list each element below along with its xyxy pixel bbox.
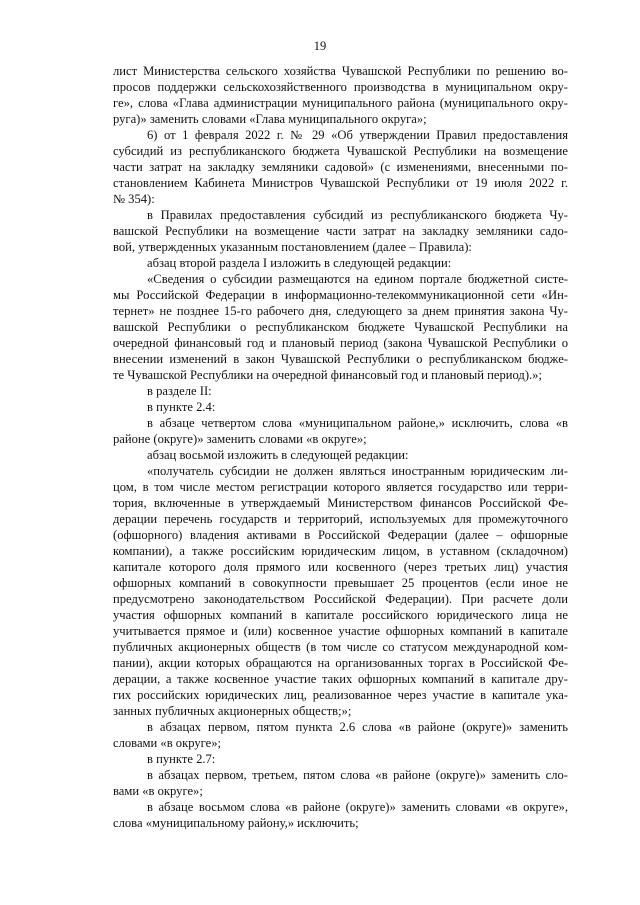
text-line: цом, в том числе местом регистрации которого является государство или терри- bbox=[113, 480, 568, 494]
text-line: слова «муниципальному району,» исключить; bbox=[113, 816, 359, 830]
text-line: вашской Республики на возмещение части затрат на закладку земляники садо- bbox=[113, 224, 568, 238]
text-line: внесении изменений в закон Чувашской Республики о республиканском бюдже- bbox=[113, 352, 568, 366]
text-line: дерации перечень государств и территорий, используемых для промежуточного bbox=[113, 512, 568, 526]
text-line: в разделе II: bbox=[147, 384, 212, 398]
text-line: офшорных компаний в совокупности превышает 25 процентов (если иное не bbox=[113, 576, 568, 590]
text-line: гих российских юридических лиц, реализованное через участие в капитале ука- bbox=[113, 688, 568, 702]
text-line: очередной финансовый год и плановый период (закона Чувашской Республики о bbox=[113, 336, 568, 350]
page-number: 19 bbox=[313, 39, 327, 53]
text-line: лист Министерства сельского хозяйства Чувашской Республики по решению во- bbox=[113, 64, 568, 78]
text-line: в Правилах предоставления субсидий из республиканского бюджета Чу- bbox=[147, 208, 568, 222]
text-line: словами «в округе»; bbox=[113, 736, 222, 750]
text-line: ге», слова «Глава администрации муниципального района (муниципального окру- bbox=[113, 96, 568, 110]
text-line: в абзацах первом, третьем, пятом слова «в районе (округе)» заменить сло- bbox=[147, 768, 568, 782]
text-line: пании), акции которых обращаются на организованных торгах в Российской Фе- bbox=[113, 656, 568, 670]
text-line: становлением Кабинета Министров Чувашской Республики от 19 июля 2022 г. bbox=[113, 176, 568, 190]
text-line: в абзаце восьмом слова «в районе (округе)» заменить словами «в округе», bbox=[147, 800, 568, 814]
text-line: субсидий из республиканского бюджета Чувашской Республики на возмещение bbox=[113, 144, 568, 158]
text-line: те Чувашской Республики на очередной финансовый год и плановый период).»; bbox=[113, 368, 542, 382]
text-line: вой, утвержденных указанным постановлением (далее – Правила): bbox=[113, 240, 472, 254]
text-line: компании), а также российским юридическим лицом, в уставном (складочном) bbox=[113, 544, 568, 558]
text-line: предусмотрено законодательством Российской Федерации). При расчете доли bbox=[113, 592, 568, 606]
text-line: тория, включенные в утверждаемый Министерством финансов Российской Фе- bbox=[113, 496, 568, 510]
text-line: абзац второй раздела I изложить в следующей редакции: bbox=[147, 256, 452, 270]
text-line: части затрат на закладку земляники садовой» (с изменениями, внесенными по- bbox=[113, 160, 568, 174]
text-line: в абзацах первом, пятом пункта 2.6 слова «в районе (округе)» заменить bbox=[147, 720, 568, 734]
text-line: учитывается прямое и (или) косвенное участие офшорных компаний в капитале bbox=[113, 624, 568, 638]
text-line: мы Российской Федерации в информационно-телекоммуникационной сети «Ин- bbox=[113, 288, 568, 302]
text-line: участия офшорных компаний в капитале российского юридического лица не bbox=[113, 608, 568, 622]
text-line: вами «в округе»; bbox=[113, 784, 203, 798]
text-line: тернет» не позднее 15-го рабочего дня, следующего за днем принятия закона Чу- bbox=[113, 304, 568, 318]
text-line: районе (округе)» заменить словами «в округе»; bbox=[113, 432, 367, 446]
text-line: вашской Республики о республиканском бюджете Чувашской Республики на bbox=[113, 320, 568, 334]
text-line: «получатель субсидии не должен являться иностранным юридическим ли- bbox=[147, 464, 568, 478]
document-body bbox=[113, 63, 568, 831]
text-line: № 354): bbox=[113, 192, 155, 206]
text-line: (офшорного) владения активами в Российской Федерации (далее – офшорные bbox=[113, 528, 568, 542]
text-line: в пункте 2.4: bbox=[147, 400, 216, 414]
text-line: 6) от 1 февраля 2022 г. № 29 «Об утверждении Правил предоставления bbox=[147, 128, 568, 142]
text-line: занных публичных акционерных обществ;»; bbox=[113, 704, 352, 718]
text-line: публичных акционерных обществ (в том числе со статусом международной ком- bbox=[113, 640, 568, 654]
text-line: просов поддержки сельскохозяйственного производства в муниципальном окру- bbox=[113, 80, 568, 94]
text-line: абзац восьмой изложить в следующей редакции: bbox=[147, 448, 409, 462]
text-line: капитале которого доля прямого или косвенного (через третьих лиц) участия bbox=[113, 560, 568, 574]
text-line: дерации, а также косвенное участие таких офшорных компаний в капитале дру- bbox=[113, 672, 568, 686]
text-line: в пункте 2.7: bbox=[147, 752, 216, 766]
text-line: в абзаце четвертом слова «муниципальном районе,» исключить, слова «в bbox=[147, 416, 568, 430]
text-line: руга)» заменить словами «Глава муниципального округа»; bbox=[113, 112, 427, 126]
text-line: «Сведения о субсидии размещаются на едином портале бюджетной систе- bbox=[147, 272, 568, 286]
